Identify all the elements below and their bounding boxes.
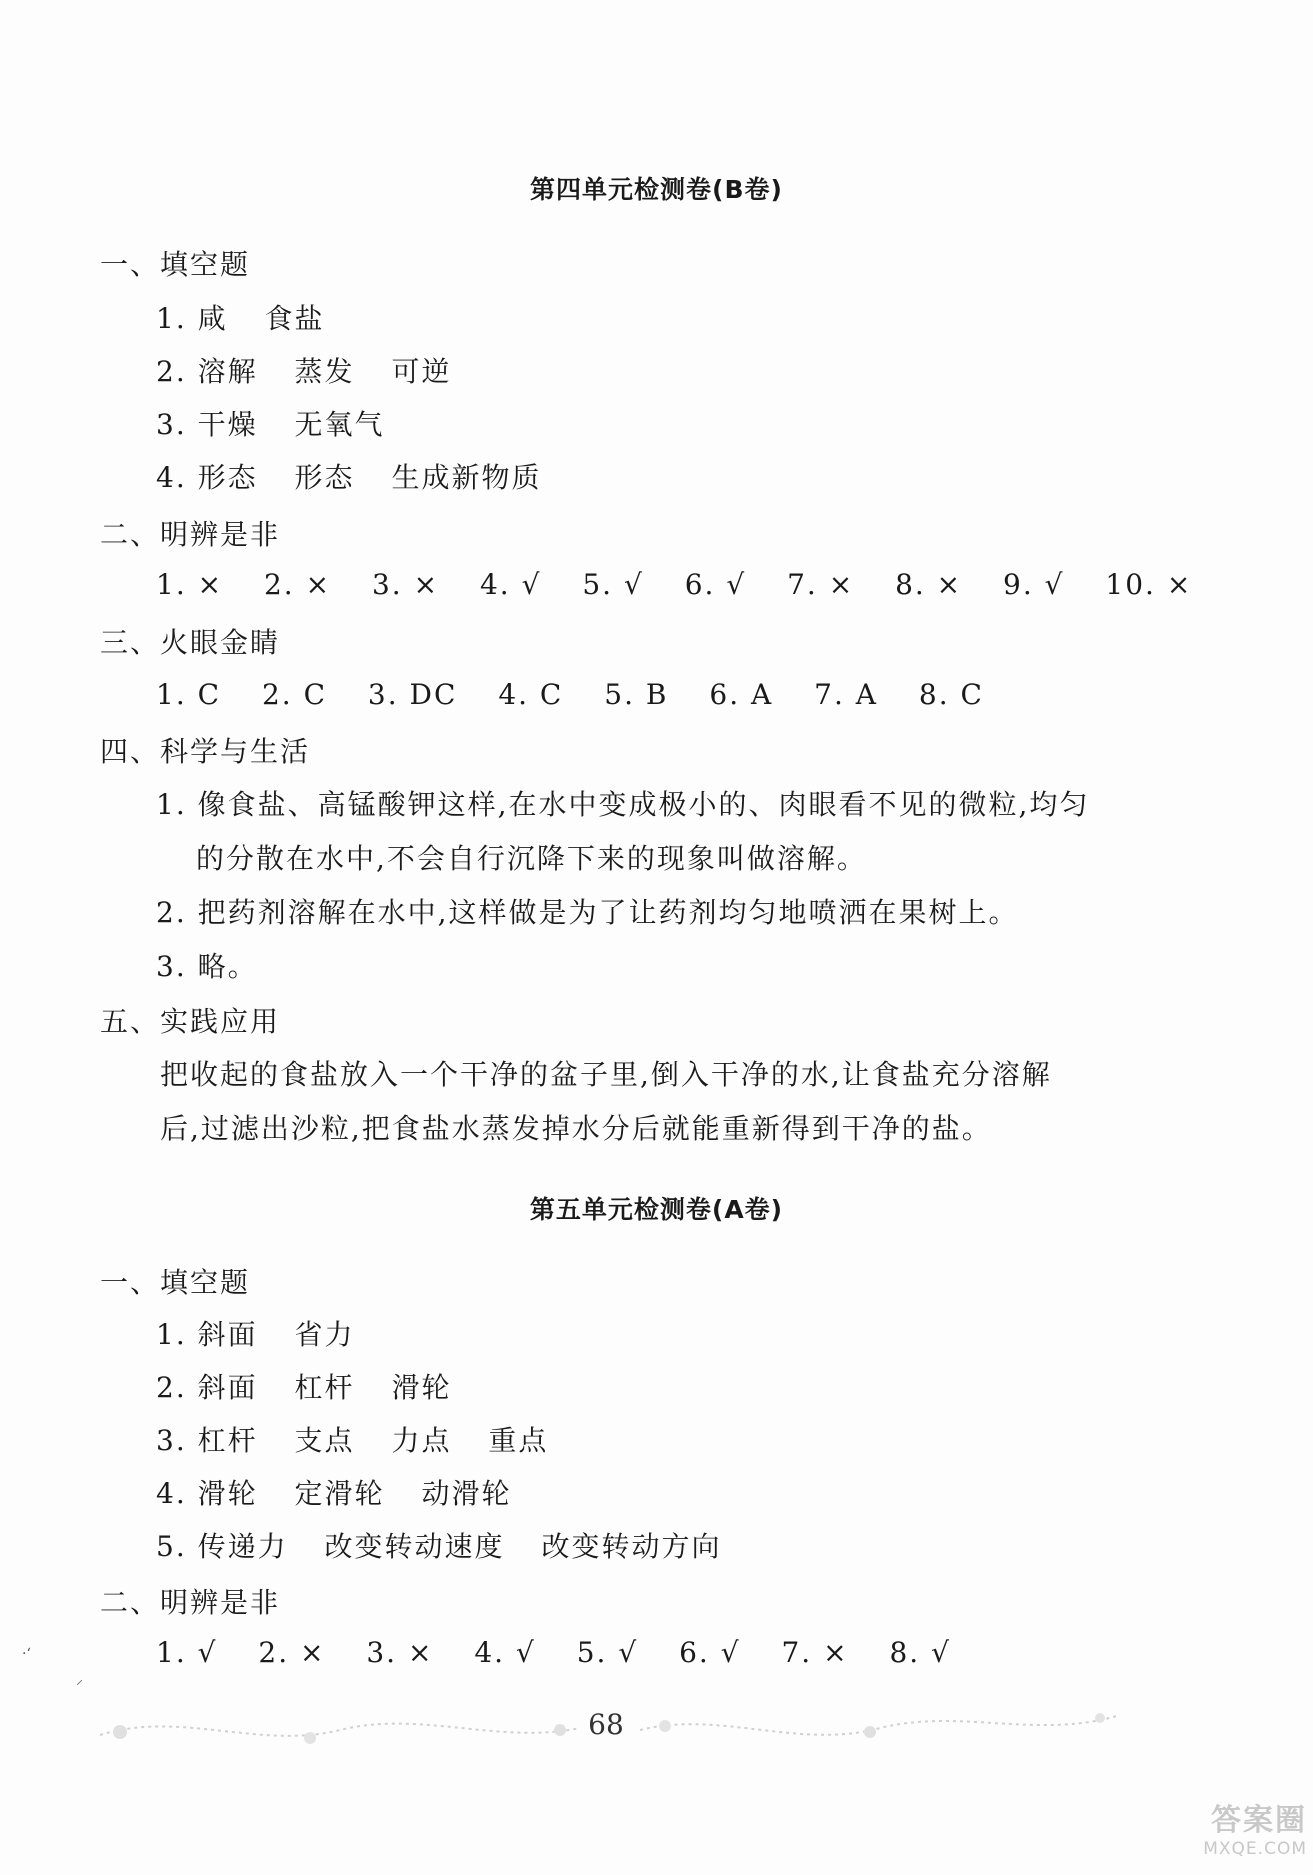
item-number: 4. <box>156 1477 187 1510</box>
fill-blank-item <box>156 302 325 336</box>
item-number: 5. <box>156 1530 187 1563</box>
science-life-item-3: 3. 略。 <box>156 950 258 983</box>
item-number: 3. <box>156 1424 187 1457</box>
answer: 形态 <box>197 461 258 494</box>
answer: 8. × <box>895 568 963 601</box>
heading-science-life: 四、科学与生活 <box>100 735 311 768</box>
answer: 3. × <box>371 568 440 601</box>
section-title-unit4-b: 第四单元检测卷(B卷) <box>530 175 783 204</box>
answer: 5. B <box>604 678 669 711</box>
scan-speck: ·‘ <box>22 1646 31 1662</box>
answer: 重点 <box>488 1424 549 1457</box>
fill-blank-item <box>156 1530 721 1564</box>
section-title-unit5-a: 第五单元检测卷(A卷) <box>529 1195 784 1224</box>
answer: 8. √ <box>889 1636 951 1669</box>
answer: 改变转动方向 <box>541 1530 722 1563</box>
heading-practice: 五、实践应用 <box>100 1005 281 1038</box>
answer: 2. × <box>263 568 332 601</box>
answer: 2. C <box>261 678 327 711</box>
heading-choice: 三、火眼金睛 <box>100 626 281 659</box>
scan-speck: ⸝ <box>76 1672 83 1688</box>
true-false-answers <box>156 1636 981 1670</box>
true-false-answers <box>156 568 1222 602</box>
answer: 6. √ <box>684 568 747 601</box>
answer: 9. √ <box>1003 568 1065 601</box>
answer: 溶解 <box>197 355 258 388</box>
answer: 滑轮 <box>197 1477 258 1510</box>
answer: 6. A <box>709 678 774 711</box>
answer: 8. C <box>918 678 984 711</box>
answer: 干燥 <box>197 408 258 441</box>
heading-fill-blank: 一、填空题 <box>100 1266 251 1299</box>
item-number: 4. <box>156 461 187 494</box>
fill-blank-item <box>156 461 541 495</box>
choice-answers <box>156 678 1014 712</box>
fill-blank-item <box>156 355 451 389</box>
watermark-url: MXQE.COM <box>1203 1839 1307 1859</box>
practice-paragraph-line: 把收起的食盐放入一个干净的盆子里,倒入干净的水,让食盐充分溶解 <box>160 1058 1052 1091</box>
answer: 5. √ <box>576 1636 639 1669</box>
answer: 食盐 <box>264 302 325 335</box>
answer: 4. C <box>498 678 564 711</box>
fill-blank-item <box>156 1424 548 1458</box>
answer: 5. √ <box>582 568 644 601</box>
answer: 7. × <box>787 568 855 601</box>
answer: 蒸发 <box>294 355 355 388</box>
item-number: 1. <box>156 1318 187 1351</box>
answer: 3. DC <box>367 678 458 711</box>
answer: 形态 <box>294 461 355 494</box>
answer: 1. √ <box>156 1636 218 1669</box>
answer: 2. × <box>258 1636 326 1669</box>
answer: 4. √ <box>474 1636 536 1669</box>
answer: 1. C <box>156 678 222 711</box>
heading-true-false: 二、明辨是非 <box>100 1586 281 1619</box>
answer: 动滑轮 <box>421 1477 512 1510</box>
page-number: 68 <box>588 1708 624 1741</box>
answer: 斜面 <box>197 1318 258 1351</box>
practice-paragraph-line: 后,过滤出沙粒,把食盐水蒸发掉水分后就能重新得到干净的盐。 <box>160 1112 992 1145</box>
answer: 杠杆 <box>294 1371 355 1404</box>
science-life-item-1-cont: 的分散在水中,不会自行沉降下来的现象叫做溶解。 <box>196 842 867 875</box>
item-number: 2. <box>156 355 187 388</box>
answer: 传递力 <box>197 1530 288 1563</box>
answer: 斜面 <box>197 1371 258 1404</box>
answer: 10. × <box>1105 568 1193 601</box>
answer: 无氧气 <box>294 408 385 441</box>
heading-fill-blank: 一、填空题 <box>100 248 251 281</box>
answer: 滑轮 <box>391 1371 452 1404</box>
science-life-item-1: 1. 像食盐、高锰酸钾这样,在水中变成极小的、肉眼看不见的微粒,均匀 <box>156 788 1090 821</box>
answer: 生成新物质 <box>391 461 542 494</box>
fill-blank-item <box>156 1371 451 1405</box>
answer: 3. × <box>366 1636 434 1669</box>
answer: 7. A <box>814 678 878 711</box>
answer: 6. √ <box>679 1636 741 1669</box>
item-number: 1. <box>156 302 187 335</box>
answer: 1. × <box>156 568 224 601</box>
item-number: 2. <box>156 1371 187 1404</box>
fill-blank-item <box>156 1318 355 1352</box>
answer: 改变转动速度 <box>324 1530 505 1563</box>
answer: 4. √ <box>479 568 542 601</box>
answer: 咸 <box>197 302 228 335</box>
fill-blank-item <box>156 1477 511 1511</box>
science-life-item-2: 2. 把药剂溶解在水中,这样做是为了让药剂均匀地喷洒在果树上。 <box>156 896 1019 929</box>
answer: 定滑轮 <box>294 1477 385 1510</box>
watermark <box>1147 1795 1307 1867</box>
heading-true-false: 二、明辨是非 <box>100 518 281 551</box>
answer: 力点 <box>391 1424 452 1457</box>
item-number: 3. <box>156 408 187 441</box>
answer: 可逆 <box>391 355 452 388</box>
answer: 省力 <box>294 1318 355 1351</box>
fill-blank-item <box>156 408 385 442</box>
answer: 7. × <box>781 1636 849 1669</box>
watermark-logo-text: 答案圈 <box>1211 1803 1307 1838</box>
answer: 杠杆 <box>197 1424 258 1457</box>
answer: 支点 <box>294 1424 355 1457</box>
